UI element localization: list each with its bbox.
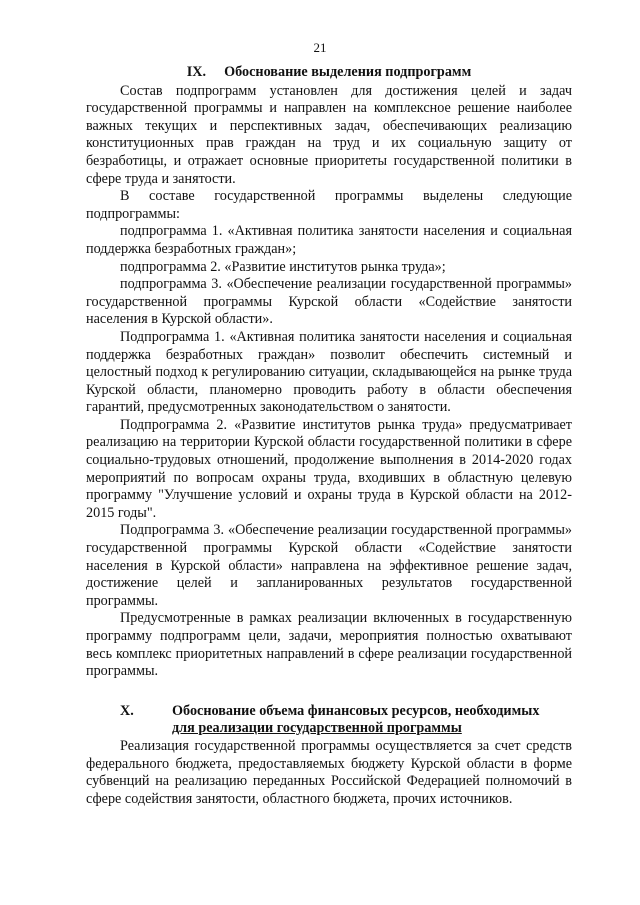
section-9-heading [86,64,572,82]
section-9-paragraph: Подпрограмма 3. «Обеспечение реализации государственной программы» государственной программы Курской области «Содействие занятости населения в Курской области» направлена на эффективное решение задач, достижение целей и запланированных результатов государственной программы. [86,522,572,609]
page-number: 21 [313,40,327,55]
subprogram-list-item: подпрограмма 3. «Обеспечение реализации государственной программы» государственной программы Курской области «Содействие занятости населения в Курской области». [86,276,572,328]
section-10-heading [86,703,572,738]
section-10-number: X. [120,702,134,719]
section-10-title-line-2: для реализации государственной программы [172,720,462,737]
section-9-title: Обоснование выделения подпрограмм [224,64,472,80]
section-9-paragraph: Подпрограмма 1. «Активная политика занятости населения и социальная поддержка безработных граждан» позволит обеспечить системный и целостный подход к регулированию ситуации, складывающейся на рынке труда Курской области, планомерно проводить работу в области обеспечения гарантий, предусмотренных законодательством о занятости. [86,328,572,416]
section-10-title-line-1: Обоснование объема финансовых ресурсов, необходимых [172,702,540,719]
section-9-paragraph: Состав подпрограмм установлен для достижения целей и задач государственной программы и направлен на комплексное решение наиболее важных текущих и перспективных задач, обеспечивающих реализацию конституционных прав граждан на труд и их социальную защиту от безработицы, и отражает основные приоритеты государственной политики в сфере труда и занятости. [86,82,572,187]
section-9-paragraph: В составе государственной программы выделены следующие подпрограммы: [86,188,572,222]
section-9-paragraph: Подпрограмма 2. «Развитие институтов рынка труда» предусматривает реализацию на территории Курской области государственной политики в сфере социально-трудовых отношений, продолжение выполнения в 2014-2020 годах мероприятий по вопросам охраны труда, входивших в областную целевую программу "Улучшение условий и охраны труда в Курской области на 2012-2015 годы". [86,416,572,521]
section-10-paragraph: Реализация государственной программы осуществляется за счет средств федерального бюджета, предоставляемых бюджету Курской области в форме субвенций на реализацию переданных Российской Федерацией полномочий в сфере содействия занятости, областного бюджета, прочих источников. [86,737,572,807]
page-content [86,64,572,808]
subprogram-list-item: подпрограмма 1. «Активная политика занятости населения и социальная поддержка безработных граждан»; [86,223,572,257]
section-9-number: IX. [186,64,207,80]
subprogram-list-item: подпрограмма 2. «Развитие институтов рынка труда»; [120,258,446,275]
section-9-paragraph: Предусмотренные в рамках реализации включенных в государственную программу подпрограмм цели, задачи, мероприятия полностью охватывают весь комплекс приоритетных направлений в сфере реализации государственной программы. [86,610,572,680]
